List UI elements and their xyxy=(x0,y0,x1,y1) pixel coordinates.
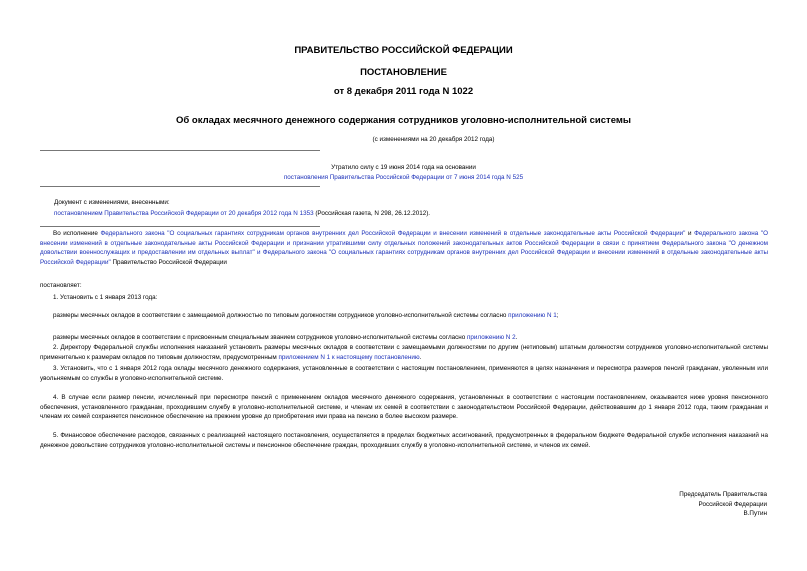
paragraph-5: 5. Финансовое обеспечение расходов, связанных с реализацией настоящего постановления, осуществляется в пределах бюджетных ассигнований, предусмотренных в федеральном бюджете Федеральной службе исполнения наказаний на денежное довольствие сотрудников уголовно-исполнительной системы и пенсионное обеспечение граждан, проходивших службу в уголовно-исполнительной системе, и членов их семей. xyxy=(40,432,768,449)
paragraph-2 xyxy=(40,343,768,362)
paragraph-1a xyxy=(40,311,768,321)
signatory-country: Российской Федерации xyxy=(698,500,767,508)
repeal-status: Утратило силу с 19 июня 2014 года на основании xyxy=(331,164,476,171)
government-name: ПРАВИТЕЛЬСТВО РОССИЙСКОЙ ФЕДЕРАЦИИ xyxy=(294,45,513,56)
federal-law-link-1[interactable]: Федерального закона "О социальных гарантиях сотрудникам органов внутренних дел Российской Федерации и внесении изменений в отдельные законодательные акты Российской Федерации" xyxy=(100,230,686,237)
signatory-position: Председатель Правительства xyxy=(679,491,767,498)
preamble-text: и xyxy=(685,230,695,237)
divider xyxy=(40,150,320,151)
changes-label: Документ с изменениями, внесенными: xyxy=(54,199,170,206)
document-date-number: от 8 декабря 2011 года N 1022 xyxy=(333,86,474,97)
paragraph-text: размеры месячных окладов в соответствии с замещаемой должностью по типовым должностям сотрудников уголовно-исполнительной системы согласно xyxy=(53,312,509,319)
federal-law-link-2[interactable]: Федерального закона "О внесении изменений в отдельные законодательные акты Российской Федерации и признании утратившими силу отдельных положений законодательных актов Российской Федерации в связи с принятием Федерального закона "О денежном довольствии военнослужащих и предоставлении им отдельных выплат" и Федерального закона "О социальных гарантиях сотрудникам органов внутренних дел Российской Федерации и внесении изменений в отдельные законодательные акты Российской Федерации" xyxy=(40,230,769,266)
signature-block xyxy=(679,490,767,519)
preamble xyxy=(40,229,768,267)
paragraph-text: . xyxy=(515,334,518,341)
document-type: ПОСТАНОВЛЕНИЕ xyxy=(360,67,447,78)
paragraph-1b xyxy=(40,333,768,343)
paragraph-text: . xyxy=(419,353,422,361)
changes-source: (Российская газета, N 298, 26.12.2012). xyxy=(313,210,431,217)
paragraph-3: 3. Установить, что с 1 января 2012 года оклады месячного денежного содержания, установленные в соответствии с настоящим постановлением, применяются в целях назначения и пересмотра размеров пенсий гражданам, уволенным или увольняемым со службы в уголовно-исполнительной системе. xyxy=(40,365,768,382)
paragraph-text: 2. Директору Федеральной службы исполнения наказаний установить размеры месячных окладов в соответствии с замещаемыми должностями по другим (нетиповым) штатным должностям сотрудников уголовно-исполнительной системы применительно к размерам окладов по типовым должностям, предусмотренным xyxy=(40,344,768,361)
divider xyxy=(40,226,320,227)
appendix-1-link[interactable]: приложению N 1 xyxy=(508,312,557,319)
decides-text: постановляет: xyxy=(40,282,82,289)
appendix-2-link[interactable]: приложению N 2 xyxy=(467,334,516,341)
preamble-text: Во исполнение xyxy=(53,230,101,237)
divider xyxy=(40,186,320,187)
paragraph-text: ; xyxy=(556,312,559,319)
amendments-note: (с изменениями на 20 декабря 2012 года) xyxy=(372,136,495,143)
repeal-decree-link[interactable]: постановления Правительства Российской Федерации от 7 июня 2014 года N 525 xyxy=(283,174,524,181)
appendix-1-decree-link[interactable]: приложением N 1 к настоящему постановлению xyxy=(278,353,420,361)
paragraph-1: 1. Установить с 1 января 2013 года: xyxy=(53,294,158,301)
document-title: Об окладах месячного денежного содержания сотрудников уголовно-исполнительной системы xyxy=(176,115,631,126)
signatory-name: В.Путин xyxy=(743,510,767,518)
amending-decree-link[interactable]: постановлением Правительства Российской Федерации от 20 декабря 2012 года N 1353 xyxy=(54,210,314,217)
paragraph-text: размеры месячных окладов в соответствии с присвоенным специальным званием сотрудников уголовно-исполнительной системы согласно xyxy=(53,334,468,341)
preamble-text: Правительство Российской Федерации xyxy=(110,258,227,266)
changes-line xyxy=(54,209,430,219)
paragraph-4: 4. В случае если размер пенсии, исчисленный при пересмотре пенсий с применением окладов месячного денежного содержания, установленных в соответствии с настоящим постановлением, оказывается ниже уровня пенсионного обеспечения, установленного гражданам, проходившим службу в уголовно-исполнительной системе, и членам их семей в соответствии с законодательством Российской Федерации, действовавшим до 1 января 2012 года, таким гражданам и членам их семей сохраняется пенсионное обеспечение на прежнем уровне до приобретения ими права на пенсию в более высоком размере. xyxy=(40,394,768,421)
